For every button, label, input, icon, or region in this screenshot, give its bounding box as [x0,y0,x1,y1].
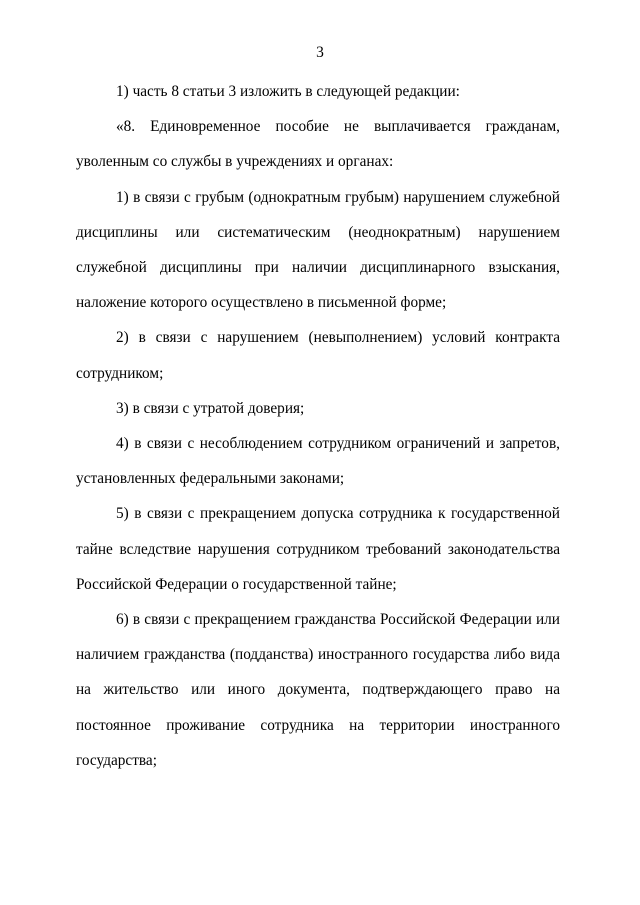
paragraph-item-3: 3) в связи с утратой доверия; [116,399,305,417]
page-number: 3 [316,44,324,61]
paragraph-item-2: 2) в связи с нарушением (невыполнением) условий контракта сотрудником; [76,329,560,382]
paragraph-amendment-intro: 1) часть 8 статьи 3 изложить в следующей редакции: [116,83,460,100]
paragraph-item-4: 4) в связи с несоблюдением сотрудником ограничений и запретов, установленных федеральными законами; [76,435,560,488]
paragraph-item-5: 5) в связи с прекращением допуска сотрудника к государственной тайне вследствие нарушения сотрудником требований законодательства Российской Федерации о государственной тайне; [76,505,560,593]
paragraph-clause-8: «8. Единовременное пособие не выплачивается гражданам, уволенным со службы в учреждениях и органах: [76,118,560,171]
paragraph-item-1: 1) в связи с грубым (однократным грубым) нарушением служебной дисциплины или систематическим (неоднократным) нарушением служебной дисциплины при наличии дисциплинарного взыскания, наложение которого осуществлено в письменной форме; [76,188,560,312]
paragraph-item-6: 6) в связи с прекращением гражданства Российской Федерации или наличием гражданства (подданства) иностранного государства либо вида на жительство или иного документа, подтверждающего право на постоянное проживание сотрудника на территории иностранного государства; [76,611,560,769]
document-body [76,74,560,778]
